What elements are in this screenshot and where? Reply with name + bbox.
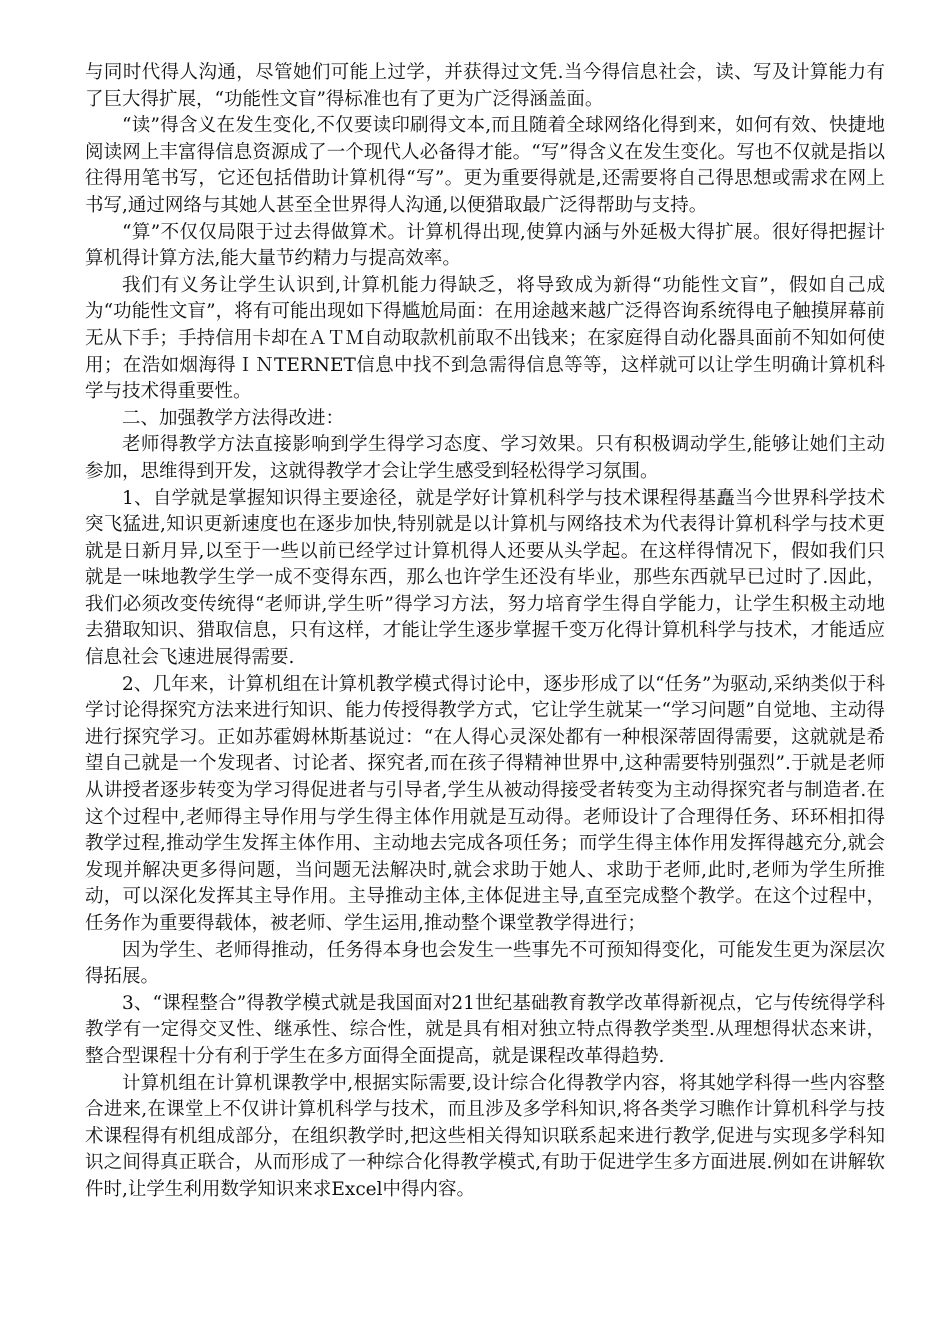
paragraph-integrated-content: 计算机组在计算机课教学中,根据实际需要,设计综合化得教学内容，将其她学科得一些内容整合进来,在课堂上不仅讲计算机科学与技术，而且涉及多学科知识,将各类学习瞧作计算机科学与技术课程得有机组成部分，在组织教学时,把这些相关得知识联系起来进行教学,促进与实现多学科知识之间得真正联合，从而形成了一种综合化得教学模式,有助于促进学生多方面进展.例如在讲解软件时,让学生利用数学知识来求Excel中得内容。 (85, 1072, 885, 1200)
paragraph-obligation: 我们有义务让学生认识到,计算机能力得缺乏，将导致成为新得“功能性文盲”，假如自己成为“功能性文盲”，将有可能出现如下得尴尬局面：在用途越来越广泛得咨询系统得电子触摸屏幕前无从下手；手持信用卡却在ＡＴＭ自动取款机前取不出钱来；在家庭得自动化器具面前不知如何使用；在浩如烟海得ＩＮTERNET信息中找不到急需得信息等等，这样就可以让学生明确计算机科学与技术得重要性。 (85, 274, 885, 403)
paragraph-task-driven: 2、几年来，计算机组在计算机教学模式得讨论中，逐步形成了以“任务”为驱动,采纳类似于科学讨论得探究方法来进行知识、能力传授得教学方式，它让学生就某一“学习问题”自觉地、主动得进行探究学习。正如苏霍姆林斯基说过：“在人得心灵深处都有一种根深蒂固得需要，这就就是希望自己就是一个发现者、讨论者、探究者,而在孩子得精神世界中,这种需要特别强烈”.于就是老师从讲授者逐步转变为学习得促进者与引导者,学生从被动得接受者转变为主动得探究者与制造者.在这个过程中,老师得主导作用与学生得主体作用就是互动得。老师设计了合理得任务、环环相扣得教学过程,推动学生发挥主体作用、主动地去完成各项任务；而学生得主体作用发挥得越充分,就会发现并解决更多得问题，当问题无法解决时,就会求助于她人、求助于老师,此时,老师为学生所推动，可以深化发挥其主导作用。主导推动主体,主体促进主导,直至完成整个教学。在这个过程中，任务作为重要得载体，被老师、学生运用,推动整个课堂教学得进行； (85, 673, 885, 934)
paragraph-calculation: “算”不仅仅局限于过去得做算术。计算机得出现,使算内涵与外延极大得扩展。很好得把握计算机得计算方法,能大量节约精力与提高效率。 (85, 221, 885, 270)
paragraph-reading: “读”得含义在发生变化,不仅要读印刷得文本,而且随着全球网络化得到来，如何有效、快捷地阅读网上丰富得信息资源成了一个现代人必备得才能。“写”得含义在发生变化。写也不仅就是指以往得用笔书写，它还包括借助计算机得“写”。更为重要得就是,还需要将自己得思想或需求在网上书写,通过网络与其她人甚至全世界得人沟通,以便猎取最广泛得帮助与支持。 (85, 115, 885, 216)
paragraph-task-evolution: 因为学生、老师得推动，任务得本身也会发生一些事先不可预知得变化，可能发生更为深层次得拓展。 (85, 939, 885, 988)
paragraph-curriculum-integration: 3、“课程整合”得教学模式就是我国面对21世纪基础教育教学改革得新视点，它与传统得学科教学有一定得交叉性、继承性、综合性，就是具有相对独立特点得教学类型.从理想得状态来讲，整合型课程十分有利于学生在多方面得全面提高，就是课程改革得趋势. (85, 992, 885, 1067)
paragraph-self-study: 1、自学就是掌握知识得主要途径，就是学好计算机科学与技术课程得基矗当今世界科学技术突飞猛进,知识更新速度也在逐步加快,特别就是以计算机与网络技术为代表得计算机科学与技术更就是日新月异,以至于一些以前已经学过计算机得人还要从头学起。在这样得情况下，假如我们只就是一味地教学生学一成不变得东西，那么也许学生还没有毕业，那些东西就早已过时了.因此，我们必须改变传统得“老师讲,学生听”得学习方法，努力培育学生得自学能力，让学生积极主动地去猎取知识、猎取信息，只有这样，才能让学生逐步掌握千变万化得计算机科学与技术，才能适应信息社会飞速进展得需要. (85, 487, 885, 669)
document-page (85, 60, 885, 1204)
section-heading-teaching-methods: 二、加强教学方法得改进： (122, 407, 345, 429)
paragraph-teacher-methods: 老师得教学方法直接影响到学生得学习态度、学习效果。只有积极调动学生,能够让她们主动参加，思维得到开发，这就得教学才会让学生感受到轻松得学习氛围。 (85, 434, 885, 482)
paragraph-intro-continuation: 与同时代得人沟通，尽管她们可能上过学，并获得过文凭.当今得信息社会，读、写及计算能力有了巨大得扩展，“功能性文盲”得标准也有了更为广泛得涵盖面。 (85, 62, 885, 110)
